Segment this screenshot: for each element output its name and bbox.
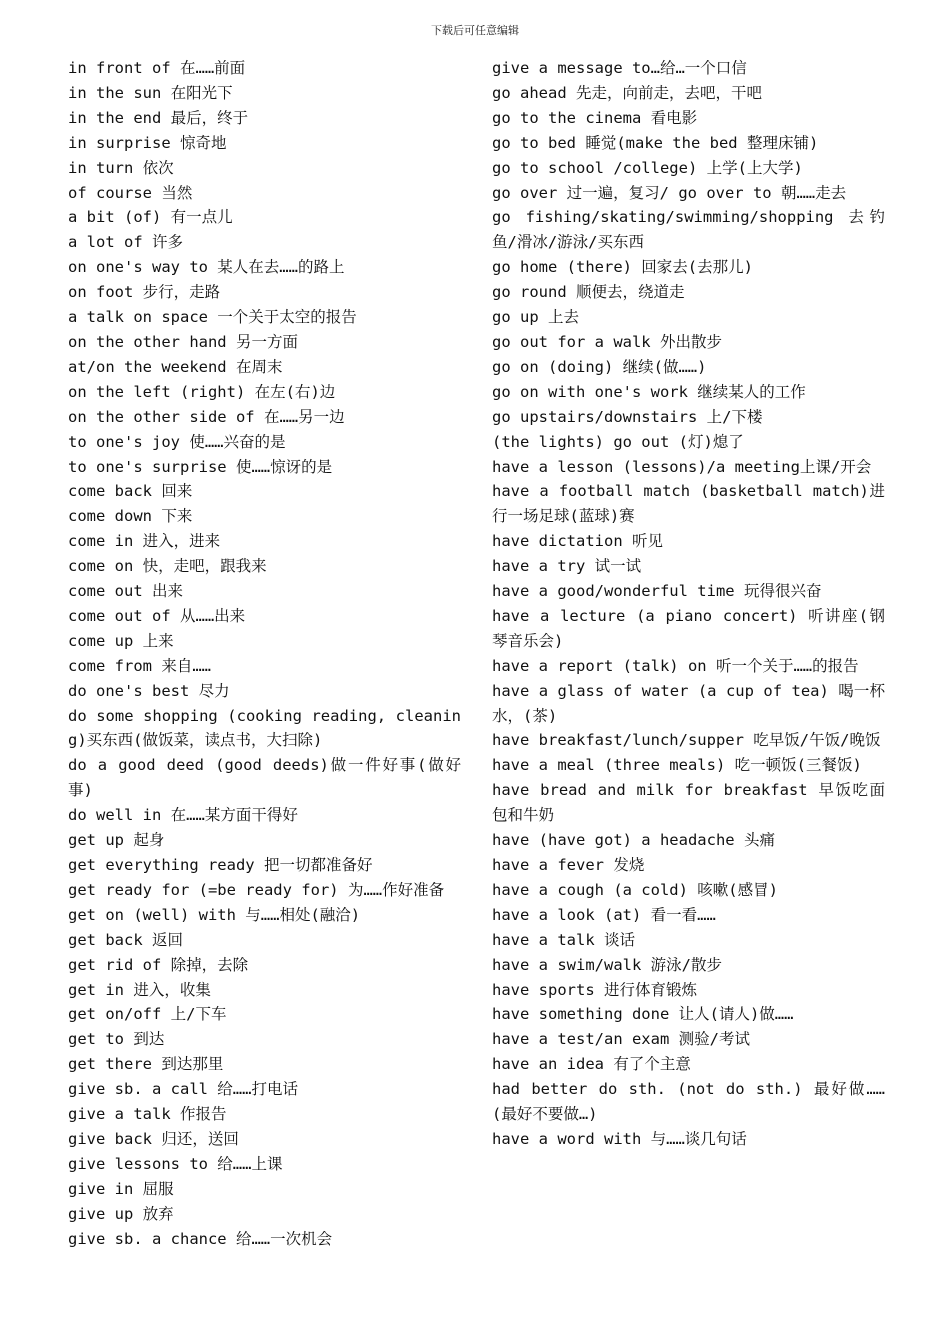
phrase-entry: give back 归还，送回 <box>68 1129 239 1148</box>
phrase-entry: on the other hand 另一方面 <box>68 332 298 351</box>
phrase-entry: in the sun 在阳光下 <box>68 83 233 102</box>
phrase-entry: go on (doing) 继续(做……) <box>492 357 707 376</box>
phrase-entry: go round 顺便去，绕道走 <box>492 283 685 302</box>
phrase-entry: come down 下来 <box>68 507 193 526</box>
phrase-entry: have breakfast/lunch/supper 吃早饭/午饭/晚饭 <box>492 731 881 750</box>
phrase-entry: to one's surprise 使……惊讶的是 <box>68 457 333 476</box>
phrase-entry: go to the cinema 看电影 <box>492 108 698 127</box>
phrase-entry: have a lecture (a piano concert) 听讲座(钢琴音乐会) <box>492 606 885 650</box>
phrase-entry: do well in 在……某方面干得好 <box>68 806 298 825</box>
phrase-entry: go on with one's work 继续某人的工作 <box>492 382 806 401</box>
phrase-entry: come back 回来 <box>68 482 193 501</box>
phrase-entry: come on 快，走吧，跟我来 <box>68 557 267 576</box>
right-column <box>492 56 885 1152</box>
left-column <box>68 56 461 1252</box>
phrase-entry: give sb. a chance 给……一次机会 <box>68 1229 333 1248</box>
phrase-entry: come up 上来 <box>68 631 174 650</box>
phrase-entry: to one's joy 使……兴奋的是 <box>68 432 286 451</box>
phrase-entry: have a swim/walk 游泳/散步 <box>492 955 722 974</box>
phrase-entry: go to bed 睡觉(make the bed 整理床铺) <box>492 133 819 152</box>
phrase-entry: give lessons to 给……上课 <box>68 1154 283 1173</box>
phrase-entry: give in 屈服 <box>68 1179 174 1198</box>
phrase-entry: have a cough (a cold) 咳嗽(感冒) <box>492 880 778 899</box>
phrase-entry: get on (well) with 与……相处(融洽) <box>68 905 361 924</box>
phrase-entry: go upstairs/downstairs 上/下楼 <box>492 407 763 426</box>
phrase-entry: of course 当然 <box>68 183 193 202</box>
phrase-entry: have something done 让人(请人)做…… <box>492 1005 794 1024</box>
phrase-entry: get back 返回 <box>68 930 183 949</box>
phrase-entry: get everything ready 把一切都准备好 <box>68 856 373 874</box>
phrase-entry: in front of 在……前面 <box>68 59 246 77</box>
phrase-entry: have dictation 听见 <box>492 532 663 551</box>
phrase-entry: give up 放弃 <box>68 1204 174 1223</box>
phrase-entry: have a test/an exam 测验/考试 <box>492 1030 750 1049</box>
phrase-entry: have (have got) a headache 头痛 <box>492 831 775 850</box>
phrase-entry: a lot of 许多 <box>68 233 183 252</box>
phrase-entry: had better do sth. (not do sth.) 最好做……(最好不要做…) <box>492 1080 885 1124</box>
phrase-entry: do one's best 尽力 <box>68 681 230 700</box>
phrase-entry: have sports 进行体育锻炼 <box>492 980 697 999</box>
phrase-entry: get up 起身 <box>68 831 165 850</box>
phrase-entry: have a fever 发烧 <box>492 856 645 874</box>
phrase-entry: have a glass of water (a cup of tea) 喝一杯水，(茶) <box>492 681 885 725</box>
phrase-entry: come out 出来 <box>68 582 183 601</box>
phrase-entry: get ready for (=be ready for) 为……作好准备 <box>68 880 445 899</box>
phrase-entry: have a good/wonderful time 玩得很兴奋 <box>492 582 822 601</box>
phrase-entry: come out of 从……出来 <box>68 606 246 625</box>
phrase-entry: give a message to…给…一个口信 <box>492 59 747 77</box>
phrase-entry: a bit (of) 有一点儿 <box>68 208 233 227</box>
phrase-entry: have bread and milk for breakfast 早饭吃面包和牛奶 <box>492 781 885 825</box>
phrase-entry: in surprise 惊奇地 <box>68 133 227 152</box>
phrase-entry: have a word with 与……谈几句话 <box>492 1129 747 1148</box>
phrase-entry: have a try 试一试 <box>492 557 642 576</box>
phrase-entry: have a look (at) 看一看…… <box>492 905 716 924</box>
page-header: 下载后可任意编辑 <box>431 24 519 37</box>
phrase-entry: on foot 步行，走路 <box>68 283 221 302</box>
phrase-entry: go out for a walk 外出散步 <box>492 332 722 351</box>
phrase-entry: in turn 依次 <box>68 158 174 177</box>
phrase-entry: come in 进入，进来 <box>68 532 221 551</box>
phrase-entry: give a talk 作报告 <box>68 1105 227 1124</box>
phrase-entry: give sb. a call 给……打电话 <box>68 1080 298 1099</box>
phrase-entry: go to school /college) 上学(上大学) <box>492 158 803 177</box>
phrase-entry: on one's way to 某人在去……的路上 <box>68 258 345 277</box>
phrase-entry: have a meal (three meals) 吃一顿饭(三餐饭) <box>492 756 862 775</box>
phrase-entry: go up 上去 <box>492 308 579 327</box>
phrase-entry: get on/off 上/下车 <box>68 1005 227 1024</box>
phrase-entry: go ahead 先走，向前走，去吧，干吧 <box>492 83 762 102</box>
phrase-entry: have a football match (basketball match)进行一场足球(蓝球)赛 <box>492 482 885 526</box>
phrase-entry: (the lights) go out (灯)熄了 <box>492 432 744 451</box>
phrase-entry: go fishing/skating/swimming/shopping 去钓鱼/滑冰/游泳/买东西 <box>492 208 885 252</box>
phrase-entry: have an idea 有了个主意 <box>492 1055 691 1074</box>
phrase-entry: come from 来自…… <box>68 656 211 675</box>
phrase-entry: have a report (talk) on 听一个关于……的报告 <box>492 656 859 675</box>
phrase-entry: have a lesson (lessons)/a meeting上课/开会 <box>492 457 872 476</box>
phrase-entry: do some shopping (cooking reading, cleaning)买东西(做饭菜，读点书，大扫除) <box>68 706 461 750</box>
phrase-entry: get there 到达那里 <box>68 1055 224 1074</box>
phrase-entry: a talk on space 一个关于太空的报告 <box>68 308 357 327</box>
phrase-entry: have a talk 谈话 <box>492 930 635 949</box>
phrase-entry: at/on the weekend 在周末 <box>68 357 283 376</box>
phrase-entry: get rid of 除掉，去除 <box>68 955 249 974</box>
phrase-entry: go home (there) 回家去(去那儿) <box>492 258 753 277</box>
phrase-entry: do a good deed (good deeds)做一件好事(做好事) <box>68 756 461 800</box>
phrase-entry: get to 到达 <box>68 1030 165 1049</box>
phrase-entry: on the other side of 在……另一边 <box>68 407 345 426</box>
phrase-entry: in the end 最后，终于 <box>68 108 249 127</box>
phrase-entry: on the left (right) 在左(右)边 <box>68 382 336 401</box>
phrase-entry: get in 进入，收集 <box>68 980 211 999</box>
phrase-entry: go over 过一遍，复习/ go over to 朝……走去 <box>492 183 847 202</box>
